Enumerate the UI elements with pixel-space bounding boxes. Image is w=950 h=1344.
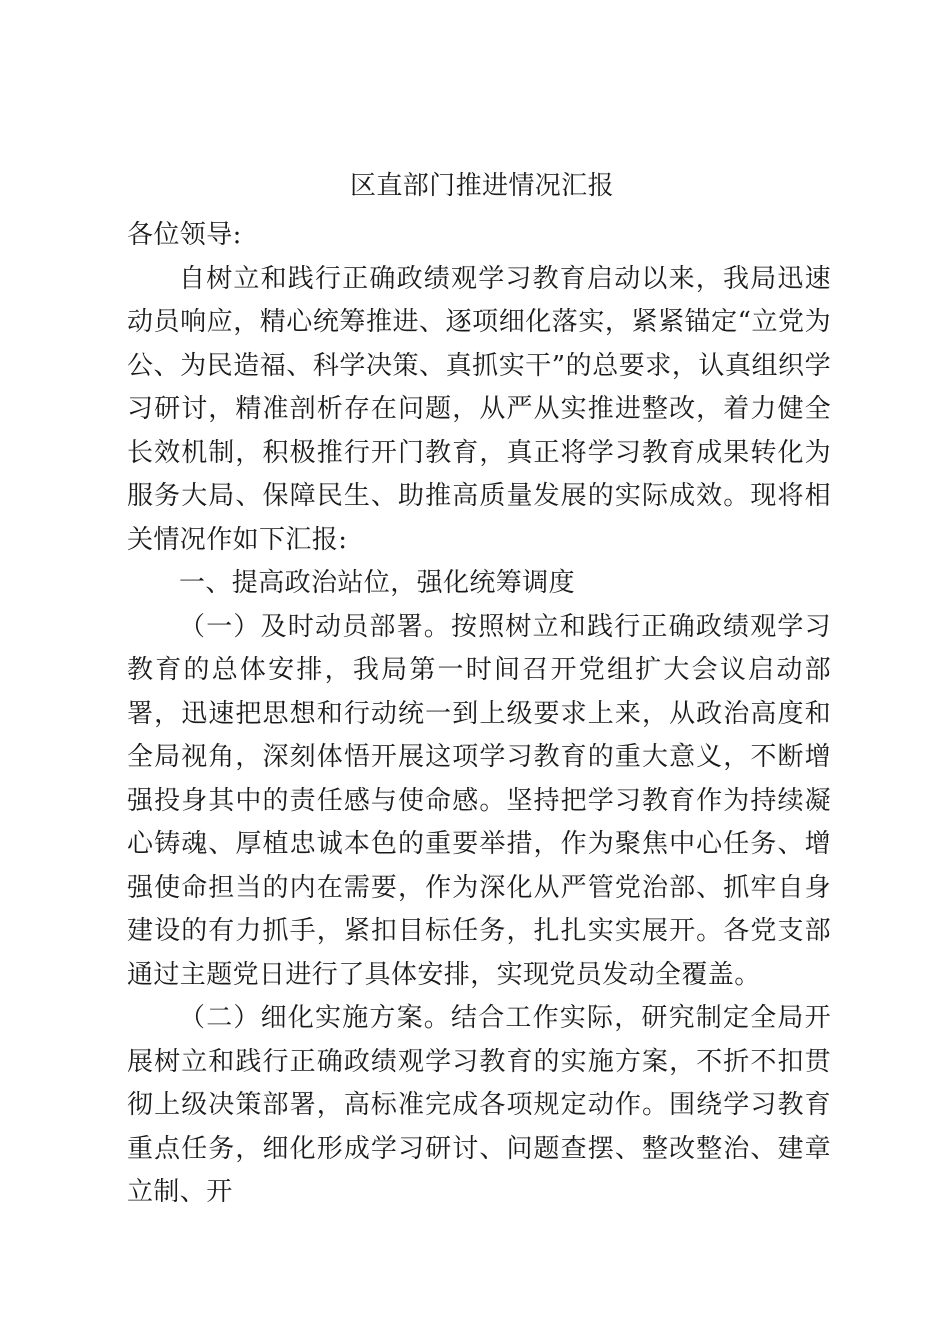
item-paragraph-2: （二）细化实施方案。结合工作实际，研究制定全局开展树立和践行正确政绩观学习教育的实施方案，不折不扣贯彻上级决策部署，高标准完成各项规定动作。围绕学习教育重点任务，细化形成学习研讨、问题查摆、整改整治、建章立制、开	[127, 1003, 831, 1207]
document-title: 区直部门推进情况汇报	[349, 171, 614, 201]
item-paragraph-1: （一）及时动员部署。按照树立和践行正确政绩观学习教育的总体安排，我局第一时间召开党组扩大会议启动部署，迅速把思想和行动统一到上级要求上来，从政治高度和全局视角，深刻体悟开展这项学习教育的重大意义，不断增强投身其中的责任感与使命感。坚持把学习教育作为持续凝心铸魂、厚植忠诚本色的重要举措，作为聚焦中心任务、增强使命担当的内在需要，作为深化从严管党治部、抓牢自身建设的有力抓手，紧扣目标任务，扎扎实实展开。各党支部通过主题党日进行了具体安排，实现党员发动全覆盖。	[127, 611, 831, 990]
intro-paragraph: 自树立和践行正确政绩观学习教育启动以来，我局迅速动员响应，精心统筹推进、逐项细化落实，紧紧锚定“立党为公、为民造福、科学决策、真抓实干”的总要求，认真组织学习研讨，精准剖析存在问题，从严从实推进整改，着力健全长效机制，积极推行开门教育，真正将学习教育成果转化为服务大局、保障民生、助推高质量发展的实际成效。现将相关情况作如下汇报:	[127, 263, 831, 555]
salutation: 各位领导:	[127, 220, 242, 250]
section-heading-1: 一、提高政治站位，强化统筹调度	[179, 568, 576, 598]
document-page	[127, 165, 831, 1215]
